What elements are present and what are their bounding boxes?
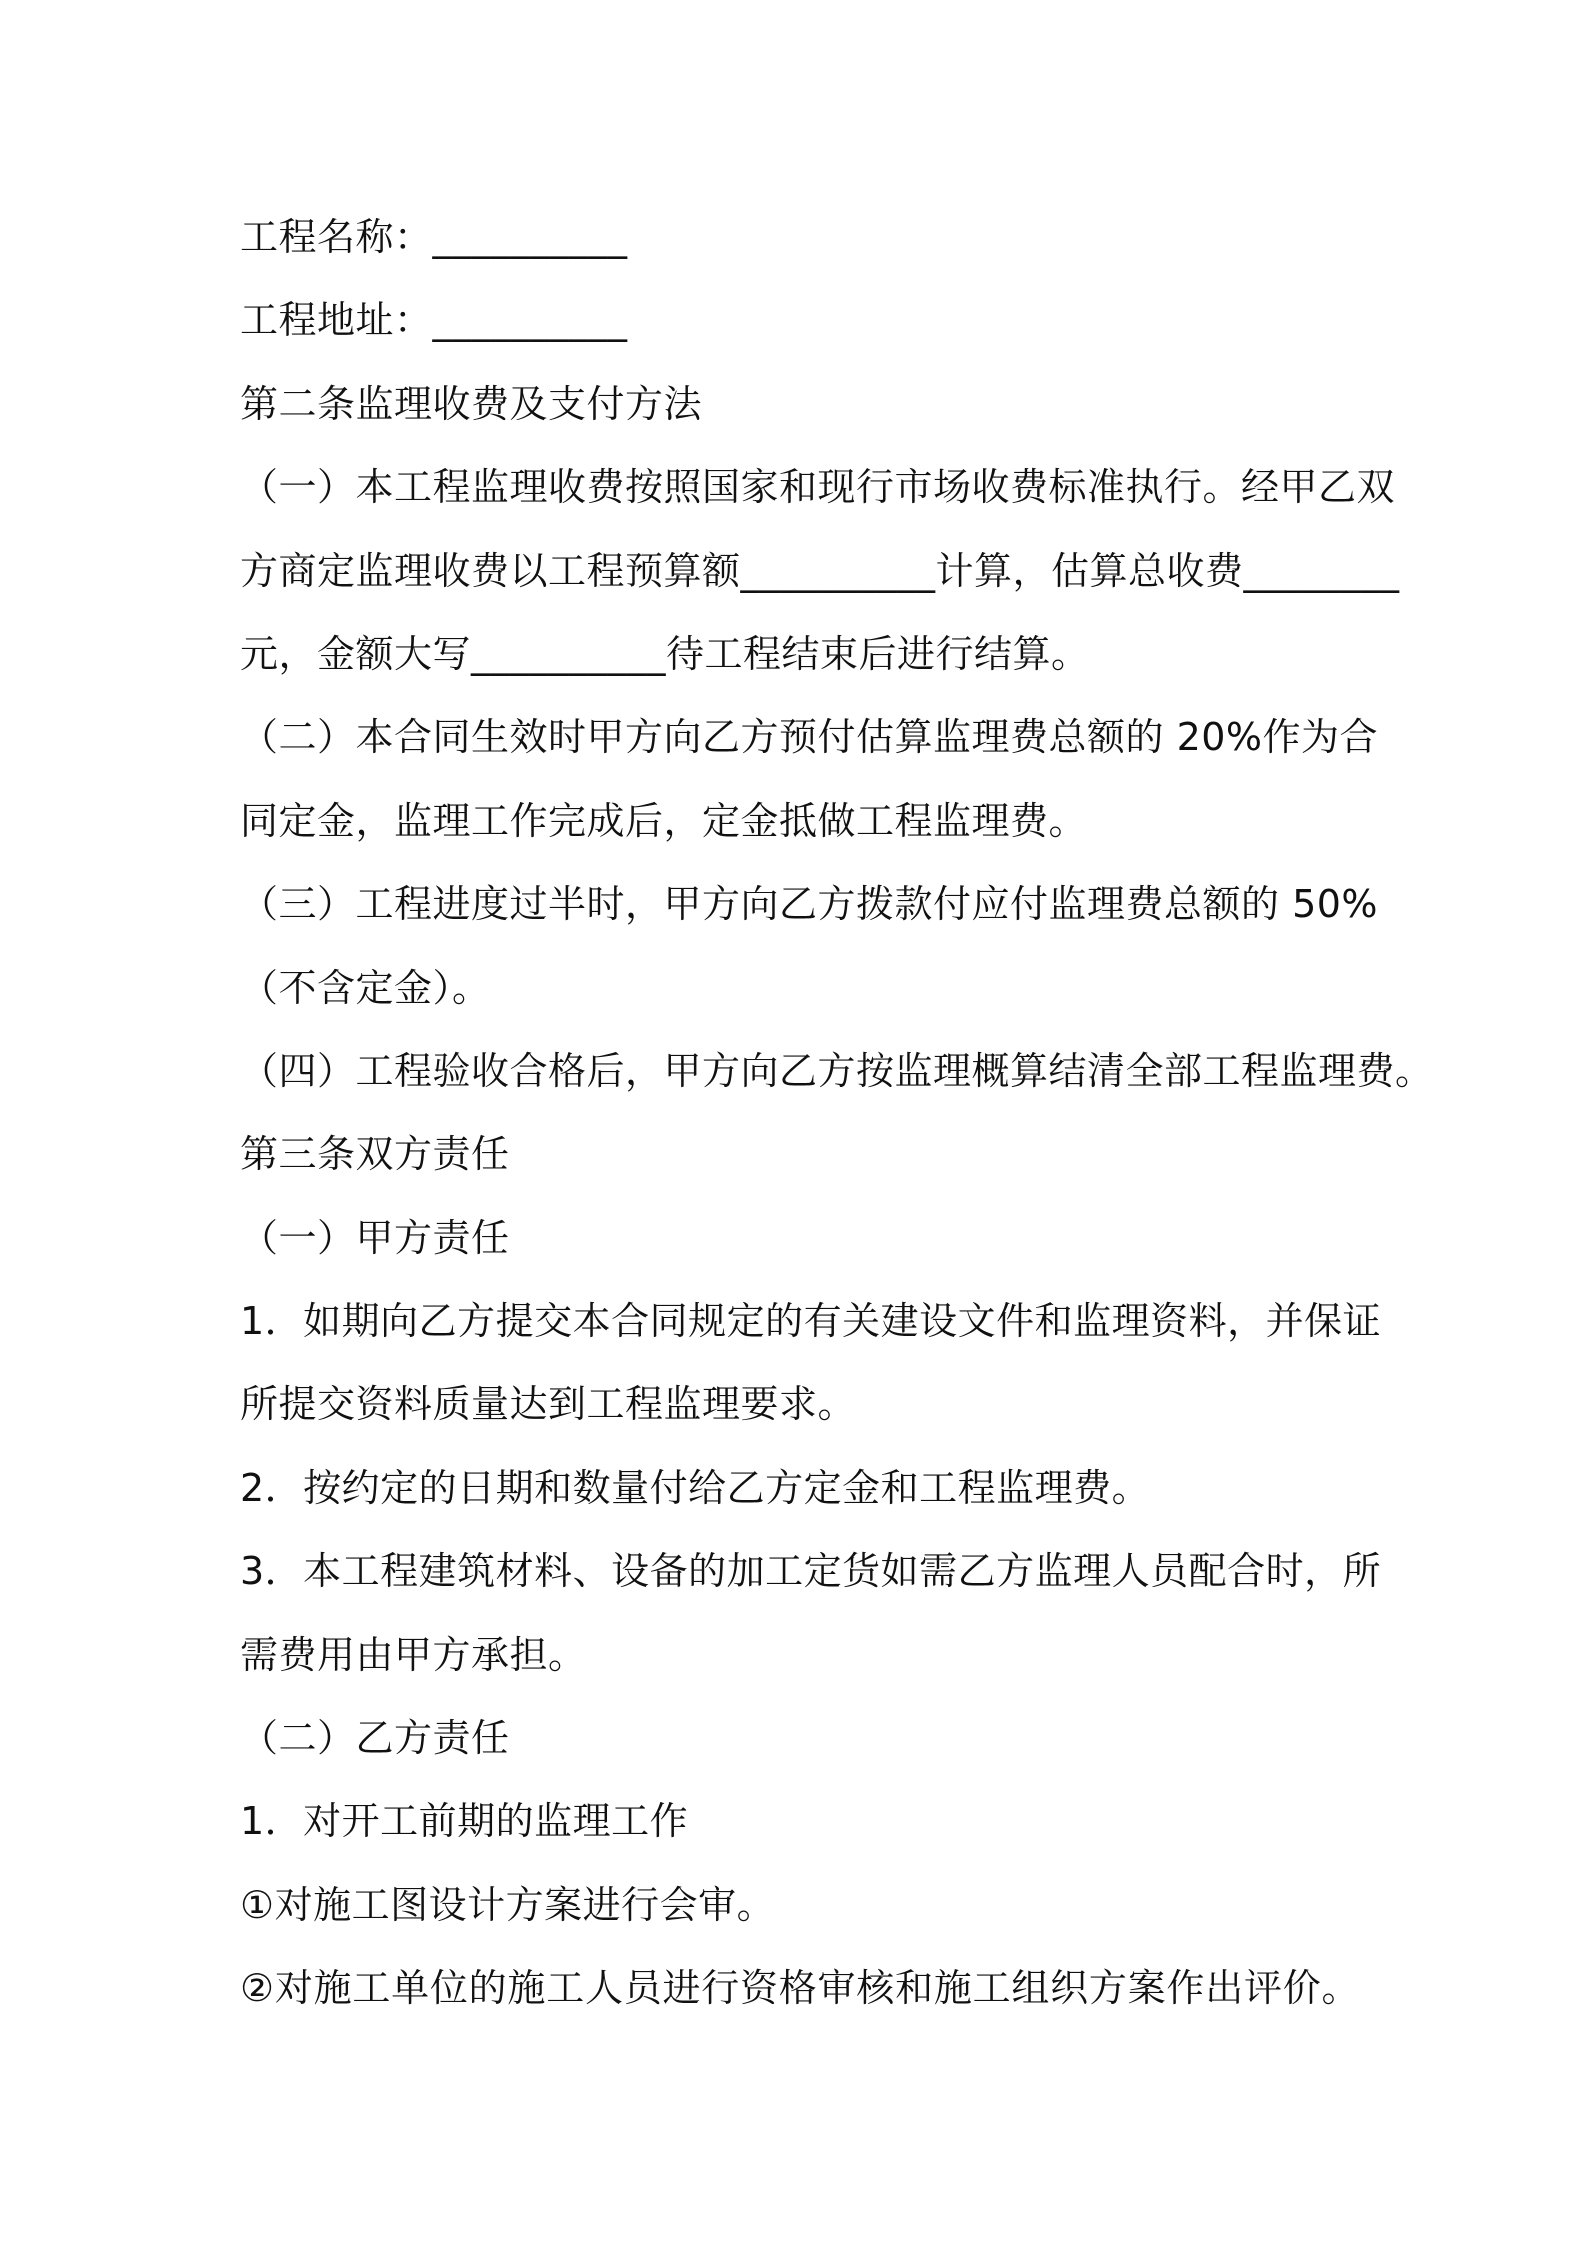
paragraph-line: 需费用由甲方承担。 (240, 1632, 587, 1677)
article-2-heading: 第二条监理收费及支付方法 (240, 381, 703, 426)
paragraph-line: 所提交资料质量达到工程监理要求。 (240, 1382, 857, 1427)
paragraph-line: （一）本工程监理收费按照国家和现行市场收费标准执行。经甲乙双 (240, 465, 1396, 510)
paragraph-line: 1．对开工前期的监理工作 (240, 1799, 689, 1844)
section-heading: （二）乙方责任 (240, 1716, 510, 1761)
paragraph-line: （二）本合同生效时甲方向乙方预付估算监理费总额的 20%作为合 (240, 715, 1379, 760)
paragraph-line: ②对施工单位的施工人员进行资格审核和施工组织方案作出评价。 (240, 1966, 1360, 2011)
paragraph-line: （四）工程验收合格后，甲方向乙方按监理概算结清全部工程监理费。 (240, 1048, 1434, 1093)
project-name-line: 工程名称：__________ (240, 215, 628, 259)
paragraph-line: 同定金，监理工作完成后，定金抵做工程监理费。 (240, 798, 1088, 843)
paragraph-line: 1．如期向乙方提交本合同规定的有关建设文件和监理资料，并保证 (240, 1299, 1382, 1344)
paragraph-line: （三）工程进度过半时，甲方向乙方拨款付应付监理费总额的 50% (240, 882, 1379, 927)
paragraph-line: ①对施工图设计方案进行会审。 (240, 1882, 776, 1927)
document-body (240, 196, 1434, 2031)
paragraph-line: （不含定金）。 (240, 965, 491, 1010)
project-address-line: 工程地址：__________ (240, 298, 628, 343)
paragraph-line: 2．按约定的日期和数量付给乙方定金和工程监理费。 (240, 1465, 1151, 1510)
paragraph-line: 元，金额大写__________待工程结束后进行结算。 (240, 631, 1090, 676)
article-3-heading: 第三条双方责任 (240, 1132, 510, 1177)
paragraph-line: 方商定监理收费以工程预算额__________计算，估算总收费________ (240, 548, 1400, 593)
section-heading: （一）甲方责任 (240, 1215, 510, 1260)
paragraph-line: 3．本工程建筑材料、设备的加工定货如需乙方监理人员配合时，所 (240, 1549, 1382, 1594)
